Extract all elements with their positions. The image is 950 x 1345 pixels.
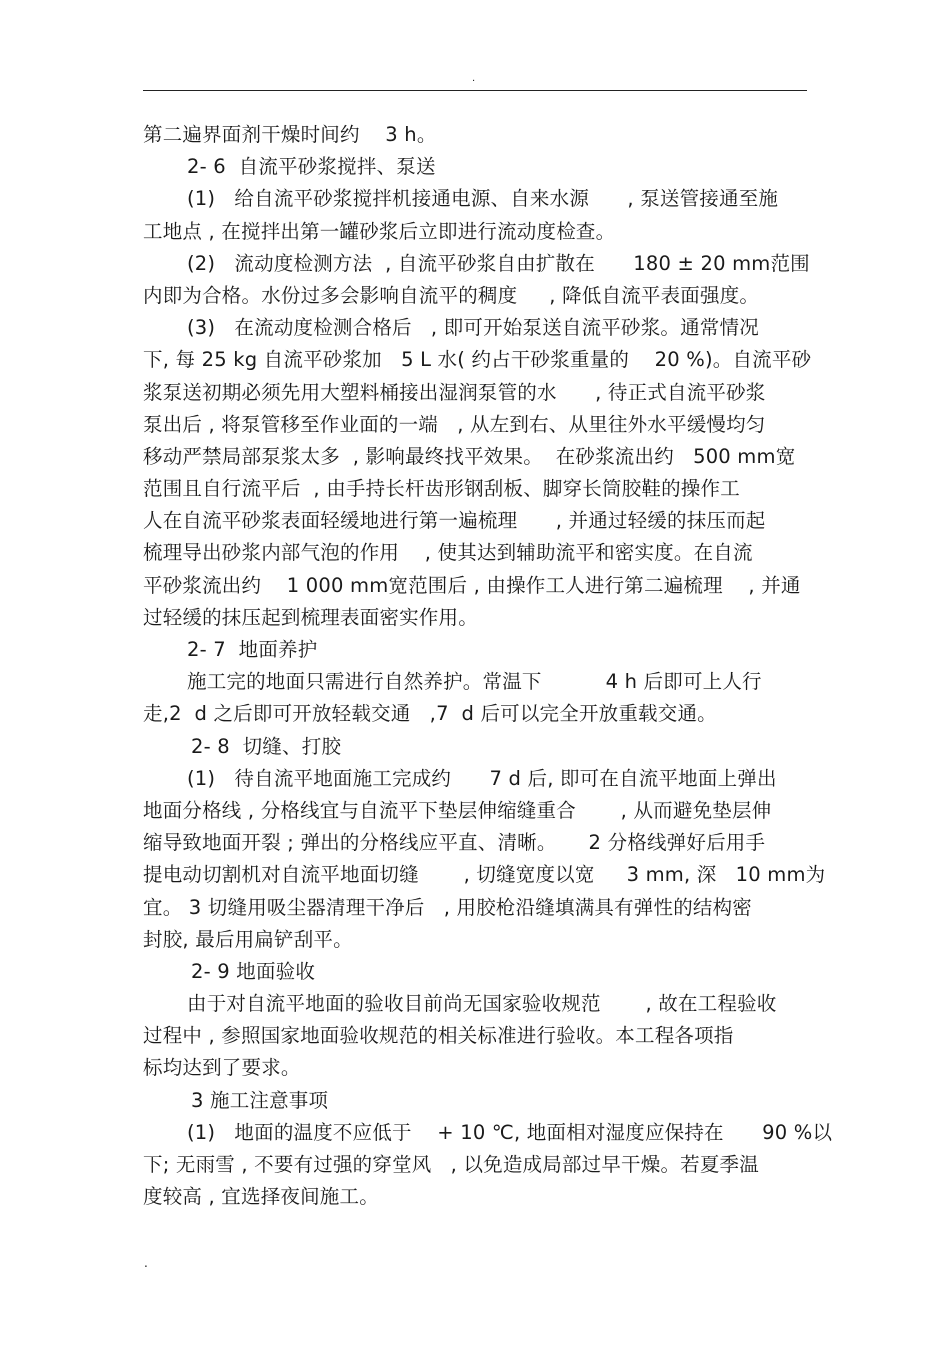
section-heading: 3 施工注意事项 <box>191 1088 329 1112</box>
text-line: 范围且自行流平后 , 由手持长杆齿形钢刮板、脚穿长筒胶鞋的操作工 <box>143 477 740 501</box>
text-line: 下; 无雨雪 , 不要有过强的穿堂风 , 以免造成局部过早干燥。若夏季温 <box>143 1153 759 1176</box>
text-line: 过程中 , 参照国家地面验收规范的相关标准进行验收。本工程各项指 <box>143 1024 734 1048</box>
section-heading: 2- 6 自流平砂浆搅拌、泵送 <box>187 155 436 179</box>
text-line: 提电动切割机对自流平地面切缝 , 切缝宽度以宽 3 mm, 深 10 mm为 <box>143 863 826 887</box>
text-line: 缩导致地面开裂 ; 弹出的分格线应平直、清晰。 2 分格线弹好后用手 <box>143 831 766 855</box>
body-text <box>143 119 833 1213</box>
text-line: 浆泵送初期必须先用大塑料桶接出湿润泵管的水 , 待正式自流平砂浆 <box>143 380 766 404</box>
section-heading: 2- 8 切缝、打胶 <box>191 734 342 758</box>
text-line: 施工完的地面只需进行自然养护。常温下 4 h 后即可上人行 <box>187 670 762 694</box>
text-line: 工地点 , 在搅拌出第一罐砂浆后立即进行流动度检查。 <box>143 219 616 243</box>
text-line: 下, 每 25 kg 自流平砂浆加 5 L 水( 约占干砂浆重量的 20 %)。自流平砂 <box>143 348 812 372</box>
header-rule <box>143 90 807 91</box>
text-line: (2) 流动度检测方法 , 自流平砂浆自由扩散在 180 ± 20 mm范围 <box>187 251 810 275</box>
text-line: (1) 待自流平地面施工完成约 7 d 后, 即可在自流平地面上弹出 <box>187 766 777 790</box>
text-line: 过轻缓的抹压起到梳理表面密实作用。 <box>143 605 478 629</box>
footer-mark: . <box>144 1256 148 1270</box>
text-line: 梳理导出砂浆内部气泡的作用 , 使其达到辅助流平和密实度。在自流 <box>143 541 753 565</box>
text-line: 由于对自流平地面的验收目前尚无国家验收规范 , 故在工程验收 <box>187 992 777 1016</box>
text-line: 人在自流平砂浆表面轻缓地进行第一遍梳理 , 并通过轻缓的抹压而起 <box>143 509 766 533</box>
text-line: (1) 给自流平砂浆搅拌机接通电源、自来水源 , 泵送管接通至施 <box>187 187 779 211</box>
text-line: 宜。 3 切缝用吸尘器清理干净后 , 用胶枪沿缝填满具有弹性的结构密 <box>143 895 752 919</box>
text-line: 移动严禁局部泵浆太多 , 影响最终找平效果。 在砂浆流出约 500 mm宽 <box>143 444 796 468</box>
text-line: (3) 在流动度检测合格后 , 即可开始泵送自流平砂浆。通常情况 <box>187 316 759 340</box>
section-heading: 2- 9 地面验收 <box>191 959 316 983</box>
text-line: 第二遍界面剂干燥时间约 3 h。 <box>143 123 437 146</box>
text-line: 泵出后 , 将泵管移至作业面的一端 , 从左到右、从里往外水平缓慢均匀 <box>143 412 766 436</box>
section-heading: 2- 7 地面养护 <box>187 638 318 661</box>
text-line: 封胶, 最后用扁铲刮平。 <box>143 927 353 951</box>
text-line: 地面分格线 , 分格线宜与自流平下垫层伸缩缝重合 , 从而避免垫层伸 <box>143 798 772 822</box>
text-line: 内即为合格。水份过多会影响自流平的稠度 , 降低自流平表面强度。 <box>143 283 760 307</box>
text-line: 平砂浆流出约 1 000 mm宽范围后 , 由操作工人进行第二遍梳理 , 并通 <box>143 573 801 597</box>
text-line: (1) 地面的温度不应低于 + 10 ℃, 地面相对湿度应保持在 90 %以 <box>187 1120 833 1144</box>
text-line: 标均达到了要求。 <box>143 1056 301 1080</box>
text-line: 走,2 d 之后即可开放轻载交通 ,7 d 后可以完全开放重载交通。 <box>143 702 717 726</box>
text-line: 度较高 , 宜选择夜间施工。 <box>143 1185 379 1209</box>
header-mark: . <box>472 73 476 84</box>
